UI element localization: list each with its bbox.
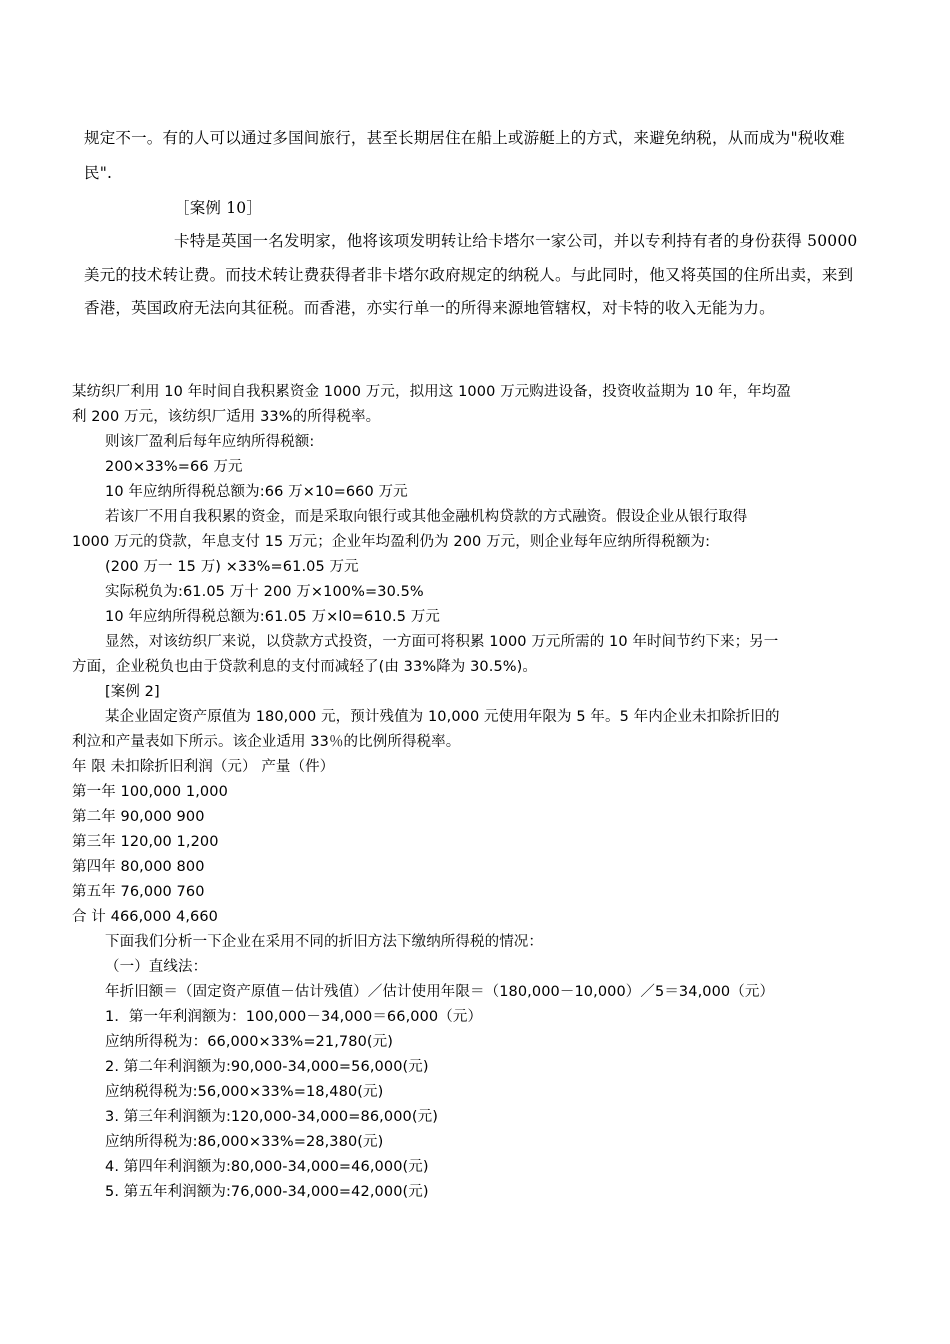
- case1-tax-intro: 则该厂盈利后每年应纳所得税额:: [105, 434, 315, 450]
- case2-step: 应纳所得税为：66,000×33%=21,780(元): [105, 1034, 394, 1050]
- case2-table-row: 第二年 90,000 900: [72, 809, 205, 825]
- case2-intro-line-2: 利泣和产量表如下所示。该企业适用 33％的比例所得税率。: [72, 734, 461, 750]
- case10-continuation-line-1: 规定不一。有的人可以通过多国间旅行，甚至长期居住在船上或游艇上的方式，来避免纳税，从而成为"税收难: [84, 129, 845, 147]
- case1-loan-calc: (200 万一 15 万) ×33%=61.05 万元: [105, 559, 359, 575]
- case2-table-row: 第五年 76,000 760: [72, 884, 205, 900]
- case1-loan-line-1: 若该厂不用自我积累的资金，而是采取向银行或其他金融机构贷款的方式融资。假设企业从银行取得: [105, 509, 748, 525]
- case1-tax-calc: 200×33%=66 万元: [105, 459, 243, 475]
- case2-step: 1．第一年利润额为：100,000－34,000＝66,000（元）: [105, 1009, 483, 1025]
- case10-heading: ［案例 10］: [174, 199, 263, 217]
- case2-table-row: 第四年 80,000 800: [72, 859, 205, 875]
- case2-table-total-row: 合 计 466,000 4,660: [72, 909, 218, 925]
- case2-table-header: 年 限 未扣除折旧利润（元） 产量（件）: [72, 759, 335, 775]
- case2-step: 4. 第四年利润额为:80,000-34,000=46,000(元): [105, 1159, 429, 1175]
- case1-conclusion-line-2: 方面，企业税负也由于贷款利息的支付而减轻了(由 33%降为 30.5%)。: [72, 659, 538, 675]
- case1-loan-total: 10 年应纳所得税总额为:61.05 万×l0=610.5 万元: [105, 609, 440, 625]
- case1-actual-rate: 实际税负为:61.05 万十 200 万×100%=30.5%: [105, 584, 424, 600]
- case2-step: 2. 第二年利润额为:90,000-34,000=56,000(元): [105, 1059, 429, 1075]
- case2-step: 应纳所得税为:86,000×33%=28,380(元): [105, 1134, 384, 1150]
- case2-intro-line-1: 某企业固定资产原值为 180,000 元，预计残值为 10,000 元使用年限为 5 年。5 年内企业未扣除折旧的: [105, 709, 780, 725]
- case1-intro-line-1: 某纺织厂利用 10 年时间自我积累资金 1000 万元，拟用这 1000 万元购进设备，投资收益期为 10 年，年均盈: [72, 384, 791, 400]
- case10-continuation-line-2: 民".: [84, 164, 113, 182]
- case2-step: 3. 第三年利润额为:120,000-34,000=86,000(元): [105, 1109, 438, 1125]
- case1-loan-line-2: 1000 万元的贷款，年息支付 15 万元；企业年均盈利仍为 200 万元，则企业每年应纳所得税额为:: [72, 534, 711, 550]
- case10-paragraph-line-3: 香港，英国政府无法向其征税。而香港，亦实行单一的所得来源地管辖权，对卡特的收入无能为力。: [84, 299, 775, 317]
- case2-analysis-intro: 下面我们分析一下企业在采用不同的折旧方法下缴纳所得税的情况：: [105, 934, 543, 950]
- case2-step: 5. 第五年利润额为:76,000-34,000=42,000(元): [105, 1184, 429, 1200]
- case10-paragraph-line-2: 美元的技术转让费。而技术转让费获得者非卡塔尔政府规定的纳税人。与此同时，他又将英国的住所出卖，来到: [84, 266, 854, 284]
- case2-method-title: （一）直线法：: [105, 959, 208, 975]
- case1-intro-line-2: 利 200 万元，该纺织厂适用 33%的所得税率。: [72, 409, 381, 425]
- case2-heading: [案例 2]: [105, 684, 160, 700]
- case2-depreciation-formula: 年折旧额＝（固定资产原值－估计残值）／估计使用年限＝（180,000－10,000）／5＝34,000（元）: [105, 984, 775, 1000]
- case2-table-row: 第一年 100,000 1,000: [72, 784, 228, 800]
- case2-table-row: 第三年 120,00 1,200: [72, 834, 219, 850]
- case1-conclusion-line-1: 显然，对该纺织厂来说，以贷款方式投资，一方面可将积累 1000 万元所需的 10 年时间节约下来；另一: [105, 634, 779, 650]
- case2-step: 应纳税得税为:56,000×33%=18,480(元): [105, 1084, 384, 1100]
- case1-tax-total: 10 年应纳所得税总额为:66 万×10=660 万元: [105, 484, 408, 500]
- case10-paragraph-line-1: 卡特是英国一名发明家，他将该项发明转让给卡塔尔一家公司，并以专利持有者的身份获得 50000: [174, 232, 858, 250]
